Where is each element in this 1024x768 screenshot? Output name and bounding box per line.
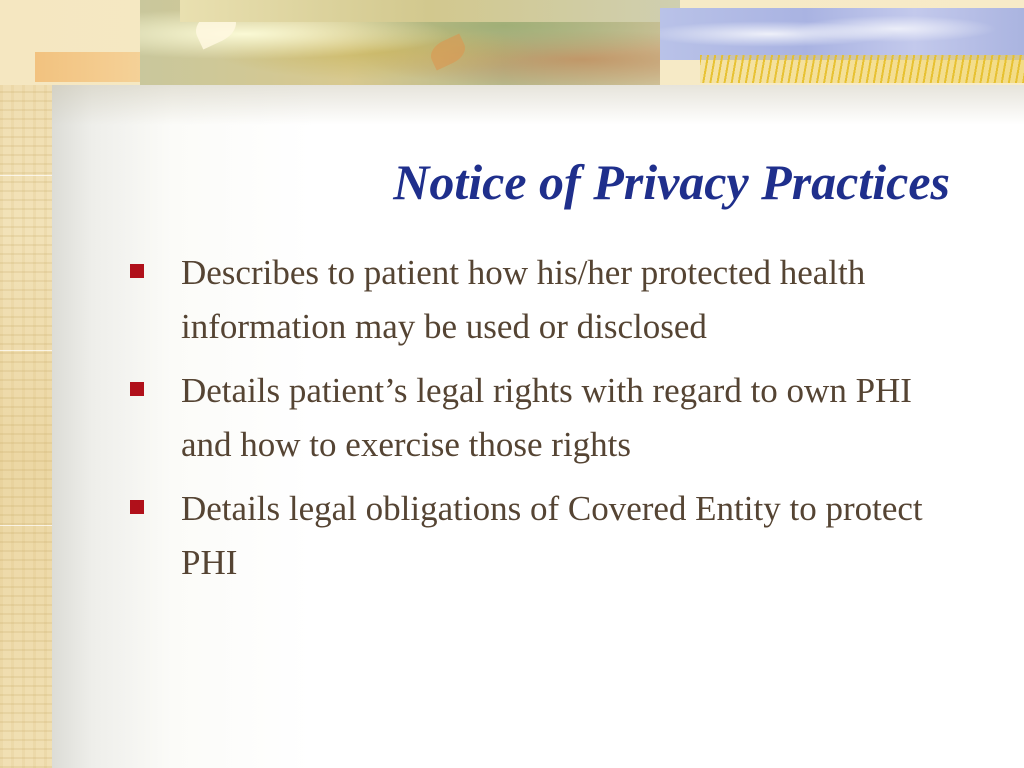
bullet-list xyxy=(130,246,970,600)
square-bullet-icon xyxy=(130,382,144,396)
banner-wheat xyxy=(700,55,1024,83)
banner-collage-top xyxy=(180,0,680,22)
panel-shadow xyxy=(52,85,1024,125)
decorative-banner xyxy=(0,0,1024,85)
bullet-item xyxy=(130,482,970,590)
square-bullet-icon xyxy=(130,264,144,278)
slide-title: Notice of Privacy Practices xyxy=(393,154,950,210)
strip-seam xyxy=(0,525,52,526)
bullet-item xyxy=(130,364,970,472)
bullet-text: Details patient’s legal rights with regard to own PHI and how to exercise those rights xyxy=(181,371,912,464)
bullet-item xyxy=(130,246,970,354)
banner-blue-flowers xyxy=(660,8,1024,60)
strip-seam xyxy=(0,350,52,351)
strip-seam xyxy=(0,175,52,176)
bullet-text: Describes to patient how his/her protected health information may be used or disclosed xyxy=(181,253,866,346)
leaf-decoration xyxy=(427,34,470,71)
square-bullet-icon xyxy=(130,500,144,514)
bullet-text: Details legal obligations of Covered Entity to protect PHI xyxy=(181,489,923,582)
left-parchment-strip xyxy=(0,0,52,768)
